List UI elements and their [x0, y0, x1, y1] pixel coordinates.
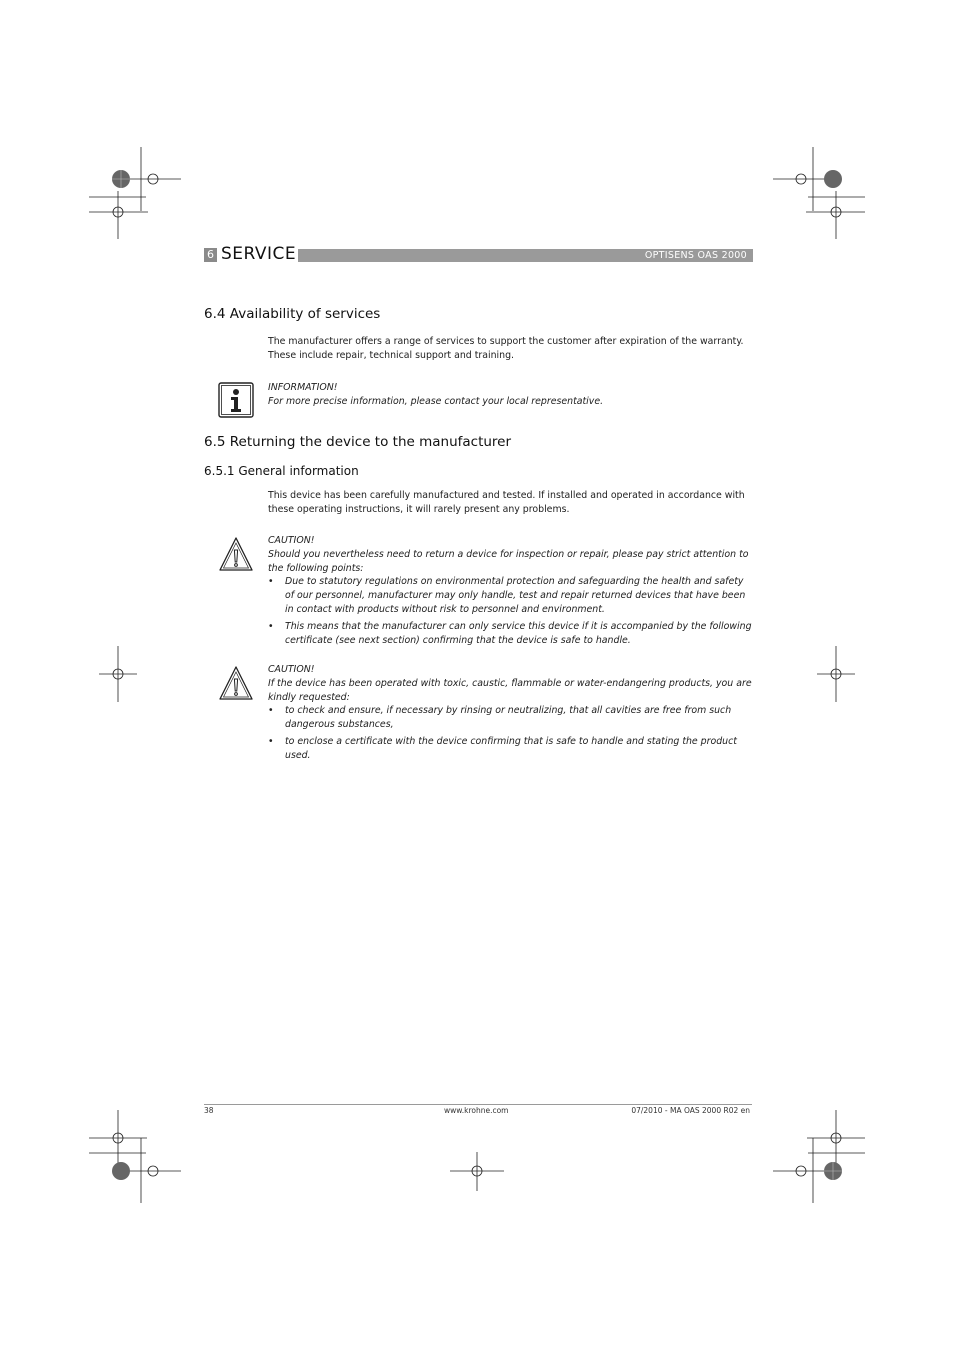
page-number: 38 — [204, 1106, 214, 1115]
section-6-4-paragraph: The manufacturer offers a range of services to support the customer after expiration of the warranty. These include repair, technical support and training. — [268, 336, 744, 361]
list-item: • to enclose a certificate with the device confirming that is safe to handle and stating the product used. — [268, 735, 752, 763]
list-item: • Due to statutory regulations on environmental protection and safeguarding the health and safety of our personnel, manufacturer may only handle, test and repair returned devices that have been in contact with products without risk to personnel and environment. — [268, 575, 752, 616]
warning-triangle-icon — [218, 665, 254, 701]
caution-note-2 — [268, 663, 752, 766]
caution-2-title: CAUTION! — [268, 664, 315, 675]
footer-website: www.krohne.com — [444, 1106, 509, 1115]
section-heading-6-4: 6.4 Availability of services — [204, 306, 381, 322]
list-item: • This means that the manufacturer can only service this device if it is accompanied by the following certificate (see next section) confirming that the device is safe to handle. — [268, 620, 752, 648]
caution-note-1 — [268, 534, 752, 650]
caution-2-text: If the device has been operated with toxic, caustic, flammable or water-endangering products, you are kindly requested: — [268, 677, 752, 703]
header-bar — [298, 249, 753, 262]
caution-1-bullet-list — [268, 575, 752, 647]
information-icon — [218, 382, 254, 418]
info-note — [268, 381, 752, 409]
product-name: OPTISENS OAS 2000 — [644, 250, 747, 261]
list-item: • to check and ensure, if necessary by rinsing or neutralizing, that all cavities are free from such dangerous substances, — [268, 704, 752, 732]
chapter-number: 6 — [204, 248, 217, 262]
section-heading-6-5: 6.5 Returning the device to the manufacturer — [204, 434, 512, 450]
info-note-title: INFORMATION! — [268, 382, 338, 393]
section-6-5-1-paragraph: This device has been carefully manufactured and tested. If installed and operated in accordance with these operating instructions, it will rarely present any problems. — [268, 490, 745, 515]
subsection-heading-6-5-1: 6.5.1 General information — [204, 464, 359, 478]
footer-doc-reference: 07/2010 - MA OAS 2000 R02 en — [631, 1106, 750, 1115]
footer-divider — [204, 1104, 752, 1105]
info-note-text: For more precise information, please contact your local representative. — [268, 395, 604, 407]
caution-2-bullet-list — [268, 704, 752, 762]
chapter-title: SERVICE — [221, 244, 297, 264]
caution-1-title: CAUTION! — [268, 535, 315, 546]
warning-triangle-icon — [218, 536, 254, 572]
caution-1-text: Should you nevertheless need to return a device for inspection or repair, please pay strict attention to the following points: — [268, 548, 749, 574]
